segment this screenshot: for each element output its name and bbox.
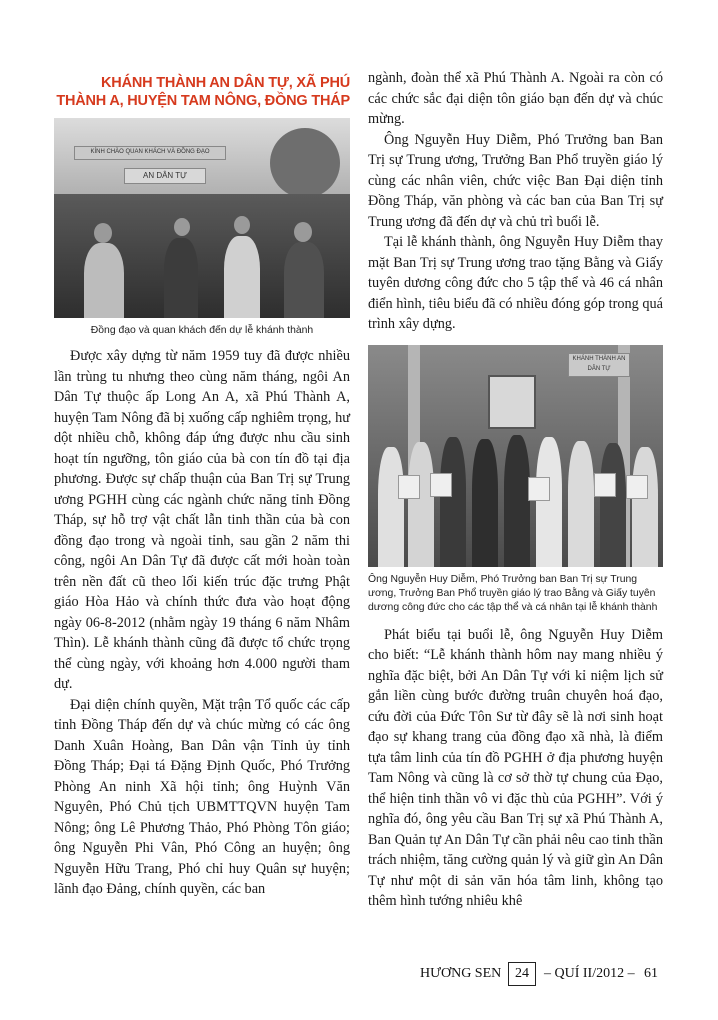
welcome-sign [74,146,226,160]
certificate [398,475,420,499]
ceremony-banner-text: KHÁNH THÀNH AN DÂN TỰ [572,355,626,372]
magazine-name: HƯƠNG SEN [420,966,502,981]
tree-shape [270,128,340,198]
issue-quarter: – QUÍ II/2012 – [544,966,635,981]
right-paragraph-4: Phát biểu tại buổi lễ, ông Nguyễn Huy Diễm cho biết: “Lễ khánh thành hôm nay mang nhiều ý nghĩa đặc biệt, bởi An Dân Tự với kỉ niệm lịch sử gắn liền cùng bước đường truân chuyên hoá đạo, cứu đời của Đức Tôn Sư từ đây sẽ là nơi sinh hoạt đạo sự khang trang của đồng đạo xã nhà, là điểm tựa tâm linh của tín đồ PGHH ở địa phương huyện Tam Nông và cũng là cơ sở thờ tự chung của Đạo, thể hiện tinh thần vô vi đặc thù của PGHH”. Với ý nghĩa đó, ông yêu cầu Ban Trị sự xã Phú Thành A, Ban Quản tự An Dân Tự cần phải nêu cao tinh thần trách nhiệm, tăng cường quản lý và giữ gìn An Dân Tự như một di sản văn hóa tâm linh, không tạo thêm hình tướng nhiêu khê [368,626,663,909]
left-paragraph-2: Đại diện chính quyền, Mặt trận Tổ quốc các cấp tỉnh Đồng Tháp đến dự và chúc mừng có các ông Danh Xuân Hoàng, Ban Dân vận Tỉnh ủy tỉnh Đồng Tháp; Đại tá Đặng Định Quốc, Phó Trưởng Phòng An ninh Xã hội tỉnh; ông Huỳnh Văn Nguyên, Phó Chủ tịch UBMTTQVN huyện Tam Nông; ông Lê Phương Thảo, Phó Phòng Tôn giáo; ông Nguyễn Phi Vân, Phó Công an huyện; ông Nguyễn Hữu Trang, Phó chỉ huy Quân sự huyện; lãnh đạo Đảng, chính quyền, các ban [54,696,350,897]
welcome-sign-text: KÍNH CHÀO QUAN KHÁCH VÀ ĐỒNG ĐẠO [90,149,210,155]
award-ceremony-photo [368,345,663,567]
page-footer [420,962,665,986]
page-number: 61 [644,966,658,981]
person-head [234,216,250,234]
person-figure [408,442,434,567]
person-figure [378,447,404,567]
photo1-caption: Đồng đạo và quan khách đến dự lễ khánh thành [90,325,314,336]
right-paragraph-2: Ông Nguyễn Huy Diễm, Phó Trưởng ban Ban Trị sự Trung ương, Trưởng Ban Phổ truyền giáo lý cùng các nhân viên, chức việc Ban Đại diện tỉnh Đồng Tháp, văn phòng và các ban của Ban Trị sự Trung ương đã đến dự và chủ trì buổi lễ. [368,131,663,230]
person-figure [568,441,594,567]
person-figure [472,439,498,567]
person-figure [164,238,198,318]
ceremony-banner [568,353,630,377]
person-figure [632,447,658,567]
issue-number-box: 24 [508,962,536,986]
article-title [54,74,350,110]
title-line-2: THÀNH A, HUYỆN TAM NÔNG, ĐỒNG THÁP [56,93,350,109]
certificate [430,473,452,497]
person-head [294,222,312,242]
person-head [174,218,190,236]
person-figure [84,243,124,318]
person-head [94,223,112,243]
temple-sign [124,168,206,184]
ceremony-crowd-photo [54,118,350,318]
person-figure [600,443,626,567]
person-figure [284,242,324,318]
portrait-frame [488,375,536,429]
person-figure [224,236,260,318]
temple-sign-text: AN DÂN TỰ [142,171,188,180]
person-figure [504,435,530,567]
left-paragraph-1: Được xây dựng từ năm 1959 tuy đã được nhiều lần trùng tu nhưng theo cùng năm tháng, ngôi An Dân Tự thuộc ấp Long An A, xã Phú Thành A, huyện Tam Nông đã bị xuống cấp nghiêm trọng, hư dột nhiều chỗ, không đáp ứng được nhu cầu sinh hoạt tín ngưỡng, tôn giáo của bà con tín đồ tại địa phương. Được sự chấp thuận của Ban Trị sự Trung ương PGHH cùng các ngành chức năng tỉnh Đồng Tháp, sự hỗ trợ vật chất lẫn tinh thần của bà con đồng đạo trong và ngoài tỉnh, sau gần 2 năm thi công, ngôi An Dân Tự đã được cất mới hoàn toàn trên nền đất cũ theo lối kiến trúc đặc trưng Phật giáo Hòa Hảo và chính thức đưa vào hoạt động ngày 06-8-2012 (nhằm ngày 19 tháng 6 năm Nhâm Thìn). Lễ khánh thành cũng đã được tổ chức trọng thể cùng ngày, với khoảng hơn 4.000 người tham dự. [54,348,350,692]
right-paragraph-3: Tại lễ khánh thành, ông Nguyễn Huy Diễm thay mặt Ban Trị sự Trung ương trao tặng Bằng và Giấy tuyên dương công đức cho 5 tập thể và 46 cá nhân điển hình, tiêu biểu đã có nhiều đóng góp trong quá trình xây dựng. [368,234,664,332]
certificate [594,473,616,497]
person-figure [536,437,562,567]
certificate [626,475,648,499]
left-column [54,68,350,900]
photo2-caption: Ông Nguyễn Huy Diễm, Phó Trưởng ban Ban Trị sự Trung ương, Trưởng Ban Phổ truyền giáo lý trao Bằng và Giấy tuyên dương công đức cho các tập thể và cá nhân tại lễ khánh thành [368,573,658,613]
right-column [368,68,663,912]
certificate [528,477,550,501]
title-line-1: KHÁNH THÀNH AN DÂN TỰ, XÃ PHÚ [101,75,350,91]
right-paragraph-1: ngành, đoàn thể xã Phú Thành A. Ngoài ra còn có các chức sắc đại diện tôn giáo bạn đến dự và chúc mừng. [368,70,663,127]
person-figure [440,437,466,567]
